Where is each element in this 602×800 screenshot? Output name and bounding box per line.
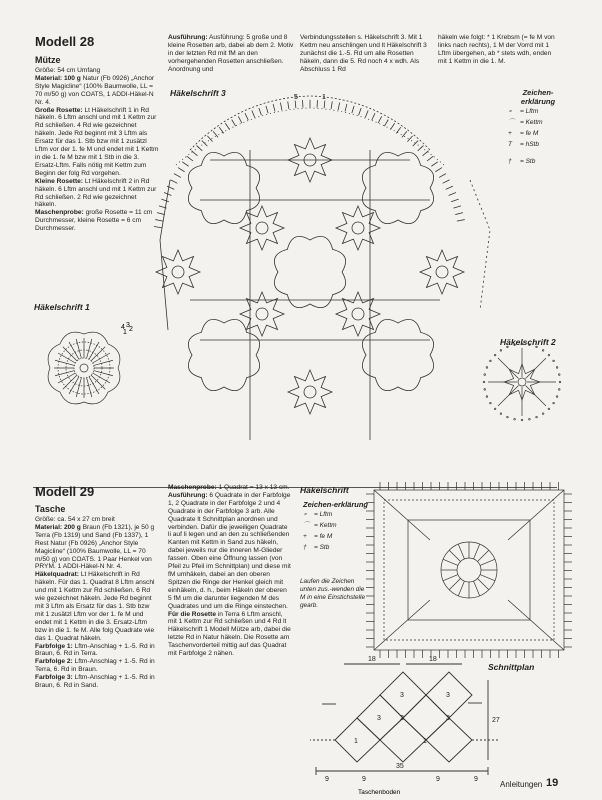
plan-dim-18-right: 18	[429, 656, 437, 663]
legend-item-hstb: T = hStb	[508, 141, 539, 148]
paragraph-body: Lftm-Anschlag + 1.-5. Rd in Terra, 6. Rd in Braun.	[35, 658, 155, 674]
legend29-title: Zeichen-erklärung	[303, 500, 369, 509]
plan-square-c: 1	[354, 738, 358, 745]
plan-bottom-label: Taschenboden	[358, 789, 401, 796]
paragraph-lead: Maschenprobe:	[35, 209, 86, 217]
model29-text-col2	[168, 484, 292, 658]
legend-item-kettm: ⌒ = Kettm	[508, 119, 543, 126]
paragraph-lead: Kleine Rosette:	[35, 177, 85, 185]
model29-title: Modell 29	[35, 484, 95, 499]
paragraph-lead: Maschenprobe:	[168, 484, 219, 491]
plan-dim-35: 35	[396, 763, 404, 770]
model28-text-col3: Verbindungsstellen s. Häkelschrift 3. Mit 1 Kettm neu anschlingen und lt Häkelschrift 3 zunächst die 1.-5. Rd um alle Rosetten häkeln, dann die 5. Rd noch 4 x wdh. Als Abschluss 1 Rd	[300, 34, 427, 73]
paragraph-body: 1 Quadrat = 13 x 13 cm.	[218, 484, 290, 491]
chart1-ring-4: 4	[121, 324, 125, 331]
chart1-ring-3: 3	[126, 322, 130, 329]
plan-dim-9-c: 9	[436, 776, 440, 783]
model29-legend	[303, 500, 369, 553]
plan-square-g: 3	[446, 715, 450, 722]
paragraph	[35, 658, 159, 674]
chart1-ring-2: 2	[129, 326, 133, 333]
paragraph-body: in Terra 6 Lftm anschl, mit 1 Kettm zur Rd schließen und 4 Rd lt Häkelschrift 1 Modell Mütze arb, dabei die letzte Rd in Natur häkeln. Die Rosette am Taschenvorderteil mittig auf das Quadrat mit Farbfolge 2 nähen.	[168, 610, 291, 658]
plan-dim-9-a: 9	[325, 776, 329, 783]
model29-chart-caption: Häkelschrift	[300, 485, 349, 495]
paragraph	[35, 67, 159, 75]
model29-text-col1	[35, 516, 159, 690]
legend29-item-lftm: ∘ = Lftm	[303, 511, 333, 518]
paragraph	[168, 484, 292, 492]
chart1-ring-1: 1	[123, 329, 127, 336]
paragraph-body: große Rosette = 11 cm Durchmesser, kleine Rosette = 6 cm Durchmesser.	[35, 209, 153, 233]
paragraph-body: Lt Häkelschrift in Rd häkeln. Für das 1. Quadrat 8 Lftm anschl und mit 1 Kettm zur Rd schließen. 6 Rd wie gezeichnet häkeln. Jede Rd beginnt mit 3 Lftm als Ersatz für das 1. Stb bzw mit 1 zusätzl Lftm vor der 1. fe M und endet mit 1 Kettm in die 3. Ersatz-Lftm bzw in die 1. fe M. Alle folg Quadrate wie das 1. Quadrat häkeln.	[35, 571, 155, 642]
legend-item-lftm: ∘ = Lftm	[508, 108, 539, 115]
paragraph-body: 6 Quadrate in der Farbfolge 1, 2 Quadrate in der Farbfolge 2 und 4 Quadrate in der Farbfolge 3 arb. Alle Quadrate lt Schnittplan anordnen und verbinden. Dafür die jeweiligen Quadrate li auf li legen und an den zu schließenden Kanten mit Kettm in Sand zus häkeln, dabei jeweils nur die inneren M-Glieder fassen. Oben eine Öffnung lassen (von Pfeil zu Pfeil im Schnittplan) und diese mit fM umhäkeln, dabei an den oberen Spitzen die Ringe der Henkel gleich mit einhäkeln, d. h., beim Häkeln der oberen 5 fM um die darunter liegenden M des Quadrates und um die Ringe einstechen.	[168, 491, 291, 610]
footer-label: Anleitungen	[500, 780, 543, 789]
paragraph	[35, 178, 159, 210]
legend29-item-fem: + = fe M	[303, 533, 333, 540]
plan-square-b: 3	[446, 692, 450, 699]
paragraph-body: Lftm-Anschlag + 1.-5. Rd in Braun, 6. Rd in Terra.	[35, 642, 155, 658]
paragraph-lead: Material: 200 g	[35, 523, 83, 531]
model28-title: Modell 28	[35, 34, 95, 49]
page-number: 19	[546, 777, 559, 789]
plan-dim-9-b: 9	[362, 776, 366, 783]
paragraph-lead: Für die Rosette	[168, 610, 218, 618]
paragraph	[35, 524, 159, 571]
paragraph-body: Lt Häkelschrift 2 in Rd häkeln. 6 Lftm anschl und mit 1 Kettm zur Rd schließen. 2 Rd wie gezeichnet häkeln.	[35, 177, 157, 209]
legend-title: Zeichen-erklärung	[520, 88, 556, 106]
paragraph-body: Größe: 54 cm Umfang	[35, 67, 101, 74]
chart3-caption: Häkelschrift 3	[170, 88, 226, 98]
paragraph-body: Lt Häkelschrift 1 in Rd häkeln. 6 Lftm anschl und mit 1 Kettm zur Rd schließen. 4 Rd wie gezeichnet häkeln. Jede Rd beginnt mit 3 Lftm als Ersatz für das 1. Stb bzw mit 1 zusätzl Lftm vor der 1. fe M und endet mit 1 Kettm in die 1. fe M bzw mit 1 Stb in die 3. Ersatz-Lftm. Falls nötig mit Kettm zum Beginn der folg Rd vorgehen.	[35, 106, 159, 177]
paragraph-lead: Häkelquadrat:	[35, 571, 81, 579]
legend-item-fem: + = fe M	[508, 130, 539, 137]
paragraph	[35, 571, 159, 642]
model28-text-col2: Ausführung: Ausführung: 5 große und 8 kleine Rosetten arb, dabei ab dem 2. Motiv in der letzten Rd mit fM an den vorhergehenden Rosetten anschließen. Anordnung und	[168, 34, 294, 73]
legend29-item-kettm: ⌒ = Kettm	[303, 522, 337, 529]
paragraph	[168, 611, 292, 658]
paragraph-lead: Farbfolge 2:	[35, 658, 75, 666]
chart3-number-1: 1	[322, 94, 326, 101]
schnittplan-title: Schnittplan	[488, 662, 535, 672]
paragraph	[35, 674, 159, 690]
plan-square-a: 3	[400, 692, 404, 699]
model28-text-col4: häkeln wie folgt: * 1 Krebsm (= fe M von links nach rechts), 1 M der Vorrd mit 1 Lftm übergehen, ab * stets wdh, enden mit 1 Kettm in die 1. M.	[438, 34, 555, 65]
paragraph-body: Größe: ca. 54 x 27 cm breit	[35, 516, 115, 523]
plan-dim-18-left: 18	[368, 656, 376, 663]
chart2-caption: Häkelschrift 2	[500, 337, 556, 347]
paragraph-lead: Große Rosette:	[35, 106, 85, 114]
paragraph	[35, 209, 159, 233]
plan-square-d: 2	[400, 715, 404, 722]
section-divider	[33, 487, 557, 488]
plan-dim-9-d: 9	[474, 776, 478, 783]
paragraph-lead: Farbfolge 1:	[35, 642, 75, 650]
model28-col2-body: Ausführung: 5 große und 8 kleine Rosetten arb, dabei ab dem 2. Motiv in der letzten Rd mit fM an den vorhergehenden Rosetten anschließen. Anordnung und	[168, 34, 294, 73]
model29-subtitle: Tasche	[35, 504, 66, 514]
paragraph	[35, 107, 159, 178]
paragraph-lead: Ausführung:	[168, 491, 210, 499]
paragraph	[35, 75, 159, 107]
paragraph-body: Braun (Fb 1321), je 50 g Terra (Fb 1319) und Sand (Fb 1337), 1 Rest Natur (Fb 0926) „Anchor Style Magicline“ (100% Baumwolle, LL = 70 m/50 g) von COATS. 1 Paar Henkel von PRYM. 1 ADDI-Häkel-N Nr. 4.	[35, 523, 155, 571]
paragraph-body: Lftm-Anschlag + 1.-5. Rd in Braun, 6. Rd in Sand.	[35, 674, 155, 690]
paragraph	[35, 516, 159, 524]
paragraph-lead: Material: 100 g	[35, 74, 83, 82]
paragraph-lead: Farbfolge 3:	[35, 674, 75, 682]
plan-square-e: 1	[423, 738, 427, 745]
legend29-item-stb: † = Stb	[303, 544, 330, 551]
model29-note: Laufen die Zeichen unten zus.-wenden die M in eine Einstichstelle gearb.	[300, 578, 366, 609]
paragraph	[168, 492, 292, 611]
model28-text-col1	[35, 67, 159, 233]
chart1-caption: Häkelschrift 1	[34, 302, 90, 312]
chart3-number-5: 5	[294, 94, 298, 101]
model28-subtitle: Mütze	[35, 55, 61, 65]
paragraph	[35, 643, 159, 659]
plan-square-f: 3	[377, 715, 381, 722]
paragraph-body: Natur (Fb 0926) „Anchor Style Magicline“ (100% Baumwolle, LL = 70 m/50 g) von COATS, 1 ADDI-Häkel-N Nr. 4.	[35, 74, 155, 106]
model28-legend	[508, 88, 568, 167]
plan-dim-27: 27	[492, 717, 500, 724]
legend-item-stb: † = Stb	[508, 158, 536, 165]
